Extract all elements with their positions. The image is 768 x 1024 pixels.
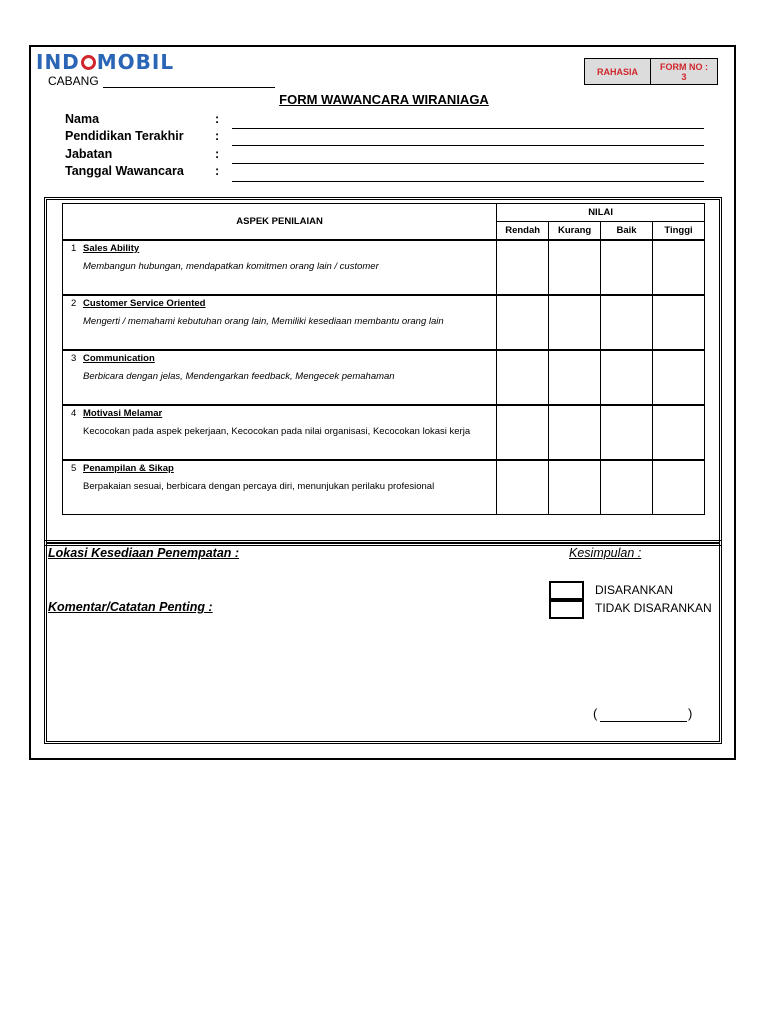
form-no-label: FORM NO :: [660, 61, 708, 72]
score-cell-kurang[interactable]: [549, 350, 601, 405]
aspect-description: Mengerti / memahami kebutuhan orang lain, Memiliki kesediaan membantu orang lain: [83, 316, 444, 327]
signature-line[interactable]: [600, 721, 687, 722]
table-row: [63, 460, 705, 515]
jabatan-input-line[interactable]: [232, 163, 704, 164]
table-row: [63, 295, 705, 350]
score-cell-baik[interactable]: [601, 295, 653, 350]
score-cell-tinggi[interactable]: [653, 295, 705, 350]
aspect-number: 3: [71, 353, 77, 364]
aspect-cell: [63, 240, 497, 295]
aspect-name: Motivasi Melamar: [83, 408, 163, 419]
aspect-header: ASPEK PENILAIAN: [63, 204, 497, 241]
kesimpulan-label: Kesimpulan :: [569, 546, 642, 560]
field-colon: :: [215, 147, 220, 161]
aspect-description: Berpakaian sesuai, berbicara dengan percaya diri, menunjukan perilaku profesional: [83, 481, 435, 492]
field-label-pendidikan: Pendidikan Terakhir: [65, 129, 184, 143]
aspect-cell: [63, 405, 497, 460]
score-cell-rendah[interactable]: [497, 350, 549, 405]
aspect-number: 4: [71, 408, 77, 419]
signature-close-paren: ): [688, 706, 693, 721]
aspect-cell: [63, 350, 497, 405]
disarankan-label: DISARANKAN: [595, 583, 674, 597]
tidak-disarankan-label: TIDAK DISARANKAN: [595, 601, 712, 615]
aspect-number: 2: [71, 298, 77, 309]
tanggal-input-line[interactable]: [232, 181, 704, 182]
logo-ring-icon: [81, 55, 96, 70]
aspect-description: Kecocokan pada aspek pekerjaan, Kecocokan pada nilai organisasi, Kecocokan lokasi kerja: [83, 426, 471, 437]
indomobil-logo: IND MOBIL: [36, 50, 175, 74]
aspect-name: Communication: [83, 353, 155, 364]
field-colon: :: [215, 164, 220, 178]
conclusion-section-frame: [44, 540, 722, 744]
field-colon: :: [215, 112, 220, 126]
aspect-cell: [63, 460, 497, 515]
aspect-name: Penampilan & Sikap: [83, 463, 174, 474]
cabang-field-line[interactable]: [103, 87, 275, 88]
score-cell-tinggi[interactable]: [653, 240, 705, 295]
score-cell-rendah[interactable]: [497, 240, 549, 295]
rahasia-label: RAHASIA: [585, 59, 651, 84]
score-header-baik: Baik: [601, 222, 653, 241]
score-cell-baik[interactable]: [601, 240, 653, 295]
score-header-tinggi: Tinggi: [653, 222, 705, 241]
form-no-value: 3: [681, 71, 687, 82]
komentar-label: Komentar/Catatan Penting :: [48, 600, 213, 614]
table-row: [63, 350, 705, 405]
field-label-nama: Nama: [65, 112, 100, 126]
score-cell-tinggi[interactable]: [653, 460, 705, 515]
form-title: FORM WAWANCARA WIRANIAGA: [279, 92, 489, 107]
score-cell-tinggi[interactable]: [653, 405, 705, 460]
score-cell-rendah[interactable]: [497, 405, 549, 460]
score-cell-tinggi[interactable]: [653, 350, 705, 405]
aspect-cell: [63, 295, 497, 350]
form-number-badge: [651, 59, 717, 84]
score-cell-baik[interactable]: [601, 460, 653, 515]
aspect-number: 1: [71, 243, 77, 254]
score-cell-rendah[interactable]: [497, 295, 549, 350]
field-label-tanggal: Tanggal Wawancara: [65, 164, 184, 178]
aspect-name: Sales Ability: [83, 243, 140, 254]
aspect-number: 5: [71, 463, 77, 474]
score-header-kurang: Kurang: [549, 222, 601, 241]
confidential-badge: [584, 58, 718, 85]
score-cell-kurang[interactable]: [549, 405, 601, 460]
score-cell-rendah[interactable]: [497, 460, 549, 515]
score-cell-baik[interactable]: [601, 350, 653, 405]
table-row: [63, 405, 705, 460]
score-cell-kurang[interactable]: [549, 295, 601, 350]
score-cell-kurang[interactable]: [549, 240, 601, 295]
nama-input-line[interactable]: [232, 128, 704, 129]
lokasi-label: Lokasi Kesediaan Penempatan :: [48, 546, 240, 560]
aspect-name: Customer Service Oriented: [83, 298, 206, 309]
score-header-rendah: Rendah: [497, 222, 549, 241]
cabang-label: CABANG: [48, 74, 99, 88]
pendidikan-input-line[interactable]: [232, 145, 704, 146]
score-cell-kurang[interactable]: [549, 460, 601, 515]
field-colon: :: [215, 129, 220, 143]
nilai-header: NILAI: [497, 204, 705, 222]
score-cell-baik[interactable]: [601, 405, 653, 460]
signature-open-paren: (: [593, 706, 598, 721]
aspect-description: Berbicara dengan jelas, Mendengarkan feedback, Mengecek pemahaman: [83, 371, 395, 382]
field-label-jabatan: Jabatan: [65, 147, 113, 161]
aspect-description: Membangun hubungan, mendapatkan komitmen orang lain / customer: [83, 261, 379, 272]
tidak-disarankan-checkbox[interactable]: [549, 600, 584, 619]
disarankan-checkbox[interactable]: [549, 581, 584, 600]
table-row: [63, 240, 705, 295]
evaluation-table: [62, 203, 705, 515]
